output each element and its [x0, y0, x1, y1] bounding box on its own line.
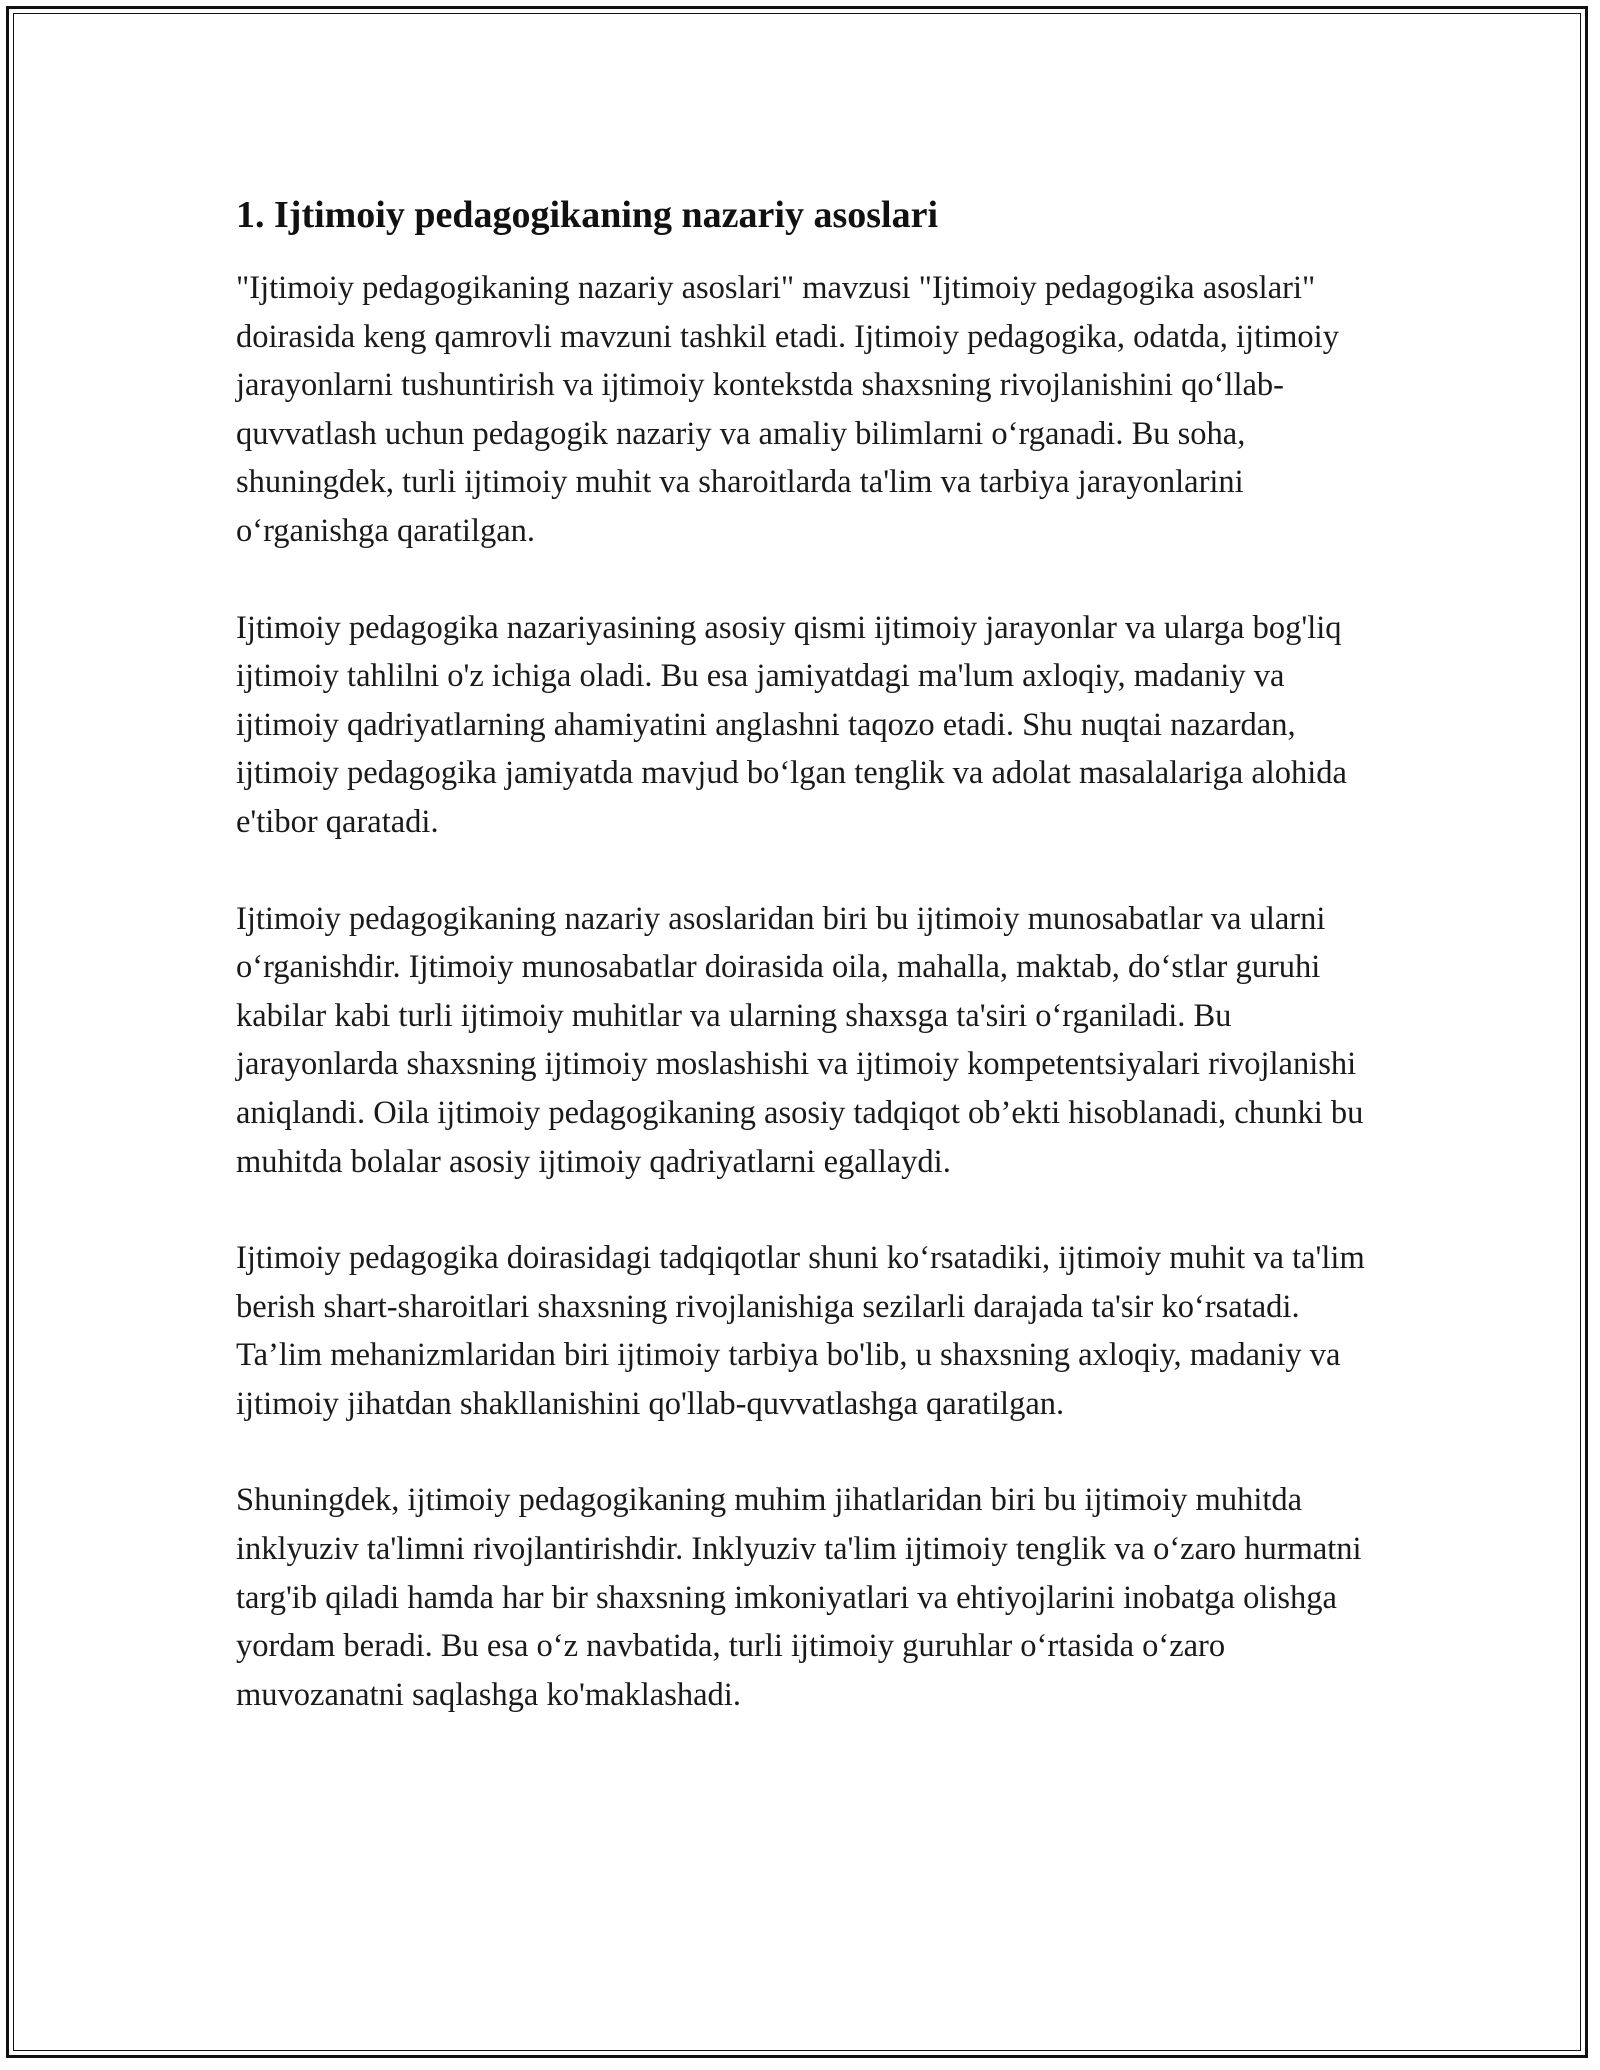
paragraph-5: Shuningdek, ijtimoiy pedagogikaning muhim jihatlaridan biri bu ijtimoiy muhitda inklyuziv ta'limni rivojlantirishdir. Inklyuziv ta'lim ijtimoiy tenglik va o‘zaro hurmatni targ'ib qiladi hamda har bir shaxsning imkoniyatlari va ehtiyojlarini inobatga olishga yordam beradi. Bu esa o‘z navbatida, turli ijtimoiy guruhlar o‘rtasida o‘zaro muvozanatni saqlashga ko'maklashadi.: [236, 1482, 1362, 1713]
document-body: [236, 188, 1376, 1719]
section-heading: 1. Ijtimoiy pedagogikaning nazariy asoslari: [236, 194, 938, 236]
paragraph-1: "Ijtimoiy pedagogikaning nazariy asoslari" mavzusi "Ijtimoiy pedagogika asoslari" doirasida keng qamrovli mavzuni tashkil etadi. Ijtimoiy pedagogika, odatda, ijtimoiy jarayonlarni tushuntirish va ijtimoiy kontekstda shaxsning rivojlanishini qo‘llab-quvvatlash uchun pedagogik nazariy va amaliy bilimlarni o‘rganadi. Bu soha, shuningdek, turli ijtimoiy muhit va sharoitlarda ta'lim va tarbiya jarayonlarini o‘rganishga qaratilgan.: [236, 270, 1339, 549]
paragraph-2: Ijtimoiy pedagogika nazariyasining asosiy qismi ijtimoiy jarayonlar va ularga bog'liq ijtimoiy tahlilni o'z ichiga oladi. Bu esa jamiyatdagi ma'lum axloqiy, madaniy va ijtimoiy qadriyatlarning ahamiyatini anglashni taqozo etadi. Shu nuqtai nazardan, ijtimoiy pedagogika jamiyatda mavjud bo‘lgan tenglik va adolat masalalariga alohida e'tibor qaratadi.: [236, 609, 1347, 840]
paragraph-4: Ijtimoiy pedagogika doirasidagi tadqiqotlar shuni ko‘rsatadiki, ijtimoiy muhit va ta'lim berish shart-sharoitlari shaxsning rivojlanishiga sezilarli darajada ta'sir ko‘rsatadi. Ta’lim mehanizmlaridan biri ijtimoiy tarbiya bo'lib, u shaxsning axloqiy, madaniy va ijtimoiy jihatdan shakllanishini qo'llab-quvvatlashga qaratilgan.: [236, 1240, 1365, 1422]
paragraph-3: Ijtimoiy pedagogikaning nazariy asoslaridan biri bu ijtimoiy munosabatlar va ularni o‘rganishdir. Ijtimoiy munosabatlar doirasida oila, mahalla, maktab, do‘stlar guruhi kabilar kabi turli ijtimoiy muhitlar va ularning shaxsga ta'siri o‘rganiladi. Bu jarayonlarda shaxsning ijtimoiy moslashishi va ijtimoiy kompetentsiyalari rivojlanishi aniqlandi. Oila ijtimoiy pedagogikaning asosiy tadqiqot ob’ekti hisoblanadi, chunki bu muhitda bolalar asosiy ijtimoiy qadriyatlarni egallaydi.: [236, 900, 1364, 1180]
